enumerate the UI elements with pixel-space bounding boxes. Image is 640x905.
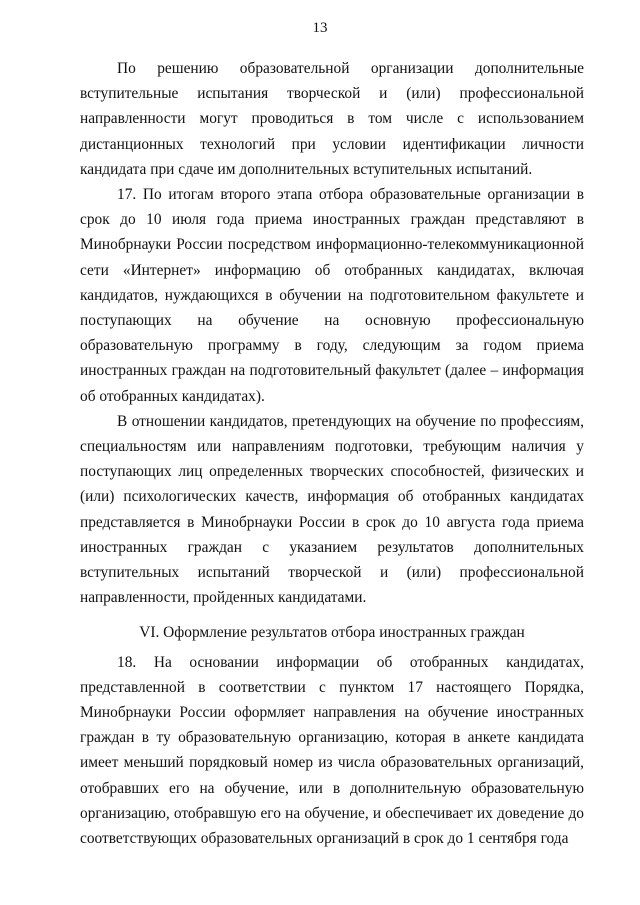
paragraph-17: 17. По итогам второго этапа отбора образовательные организации в срок до 10 июля года приема иностранных граждан представляют в Минобрнауки России посредством информационно-телекоммуникационной сети «Интернет» информацию об отобранных кандидатах, включая кандидатов, нуждающихся в обучении на подготовительном факультете и поступающих на обучение на основную профессиональную образовательную программу в году, следующим за годом приема иностранных граждан на подготовительный факультет (далее – информация об отобранных кандидатах).: [80, 186, 584, 405]
page-number: 13: [312, 20, 328, 36]
section-heading: VI. Оформление результатов отбора иностранных граждан: [139, 624, 525, 642]
document-body: [80, 56, 584, 851]
paragraph-18: 18. На основании информации об отобранных кандидатах, представленной в соответствии с пунктом 17 настоящего Порядка, Минобрнауки России оформляет направления на обучение иностранных граждан в ту образовательную организацию, которая в анкете кандидата имеет меньший порядковый номер из числа образовательных организаций, отобравших его на обучение, или в дополнительную образовательную организацию, отобравшую его на обучение, и обеспечивает их доведение до соответствующих образовательных организаций в срок до 1 сентября года: [80, 653, 584, 848]
paragraph-creative-candidates: В отношении кандидатов, претендующих на обучение по профессиям, специальностям или направлениям подготовки, требующим наличия у поступающих лиц определенных творческих способностей, физических и (или) психологических качеств, информация об отобранных кандидатах представляется в Минобрнауки России в срок до 10 августа года приема иностранных граждан с указанием результатов дополнительных вступительных испытаний творческой и (или) профессиональной направленности, пройденных кандидатами.: [80, 412, 584, 607]
paragraph-remote-exams: По решению образовательной организации дополнительные вступительные испытания творческой и (или) профессиональной направленности могут проводиться в том числе с использованием дистанционных технологий при условии идентификации личности кандидата при сдаче им дополнительных вступительных испытаний.: [80, 60, 584, 178]
